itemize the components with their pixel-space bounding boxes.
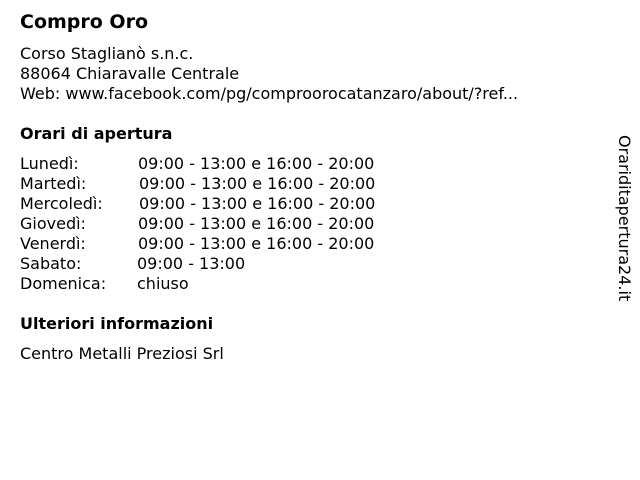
- day-label: Sabato:: [20, 254, 82, 273]
- website-line: [20, 84, 518, 104]
- time-range: 09:00 - 13:00 e 16:00 - 20:00: [138, 214, 375, 233]
- store-info-card: [20, 0, 600, 480]
- day-label: Martedì:: [20, 174, 87, 193]
- day-label: Giovedì:: [20, 214, 86, 233]
- time-range: 09:00 - 13:00 e 16:00 - 20:00: [139, 174, 376, 193]
- day-label: Domenica:: [20, 274, 107, 293]
- address-street: Corso Staglianò s.n.c.: [20, 44, 194, 63]
- site-watermark: Orariditapertura24.it: [615, 135, 634, 302]
- address-block: [20, 44, 518, 104]
- time-range: 09:00 - 13:00 e 16:00 - 20:00: [138, 154, 375, 173]
- opening-hours-heading: Orari di apertura: [20, 124, 173, 143]
- time-range: 09:00 - 13:00: [137, 254, 246, 273]
- website-link[interactable]: www.facebook.com/pg/comproorocatanzaro/about/?ref...: [65, 84, 519, 103]
- time-range: chiuso: [137, 274, 189, 293]
- day-label: Venerdì:: [20, 234, 86, 253]
- day-label: Lunedì:: [20, 154, 79, 173]
- store-title: Compro Oro: [20, 11, 149, 33]
- additional-info-heading: Ulteriori informazioni: [20, 314, 214, 333]
- address-city: 88064 Chiaravalle Centrale: [20, 64, 240, 83]
- day-label: Mercoledì:: [20, 194, 103, 213]
- additional-info-text: Centro Metalli Preziosi Srl: [20, 344, 224, 363]
- website-label: Web:: [20, 84, 61, 103]
- time-range: 09:00 - 13:00 e 16:00 - 20:00: [138, 234, 375, 253]
- time-range: 09:00 - 13:00 e 16:00 - 20:00: [139, 194, 376, 213]
